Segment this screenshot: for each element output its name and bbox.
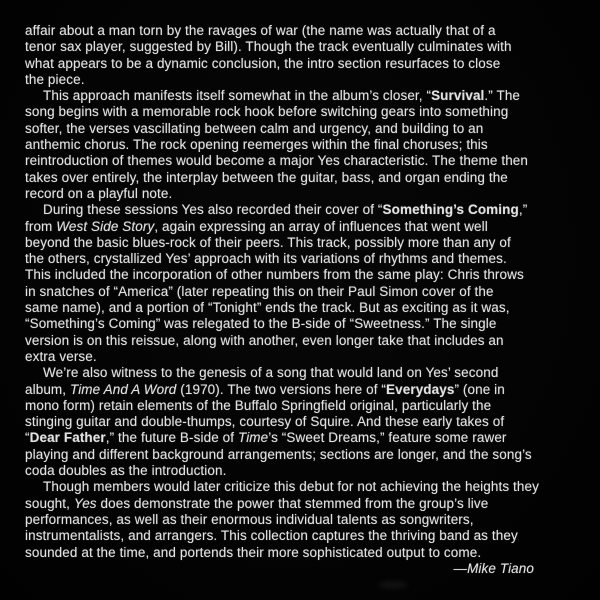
body-text: album, — [25, 381, 70, 397]
text-line — [25, 39, 534, 55]
text-line — [25, 153, 534, 169]
song-title-bold: Everydays — [386, 381, 455, 397]
body-text: ,” — [518, 202, 528, 218]
body-text: performances, as well as their enormous individual talents as songwriters, — [25, 511, 474, 527]
body-text: tenor sax player, suggested by Bill). Though the track eventually culminates with — [25, 39, 512, 55]
paragraph — [25, 365, 534, 479]
body-text: the piece. — [25, 71, 85, 87]
text-line — [25, 300, 534, 316]
text-line — [25, 104, 534, 120]
paragraph — [25, 88, 534, 202]
text-line — [25, 512, 534, 528]
body-text: reintroduction of themes would become a major Yes characteristic. The theme then — [25, 153, 529, 169]
text-line — [25, 316, 534, 332]
body-text: from — [25, 218, 57, 234]
work-title-italic: Yes — [73, 495, 97, 511]
text-line — [25, 447, 534, 463]
text-line — [25, 479, 539, 495]
text-line — [25, 235, 534, 251]
body-text: instrumentalists, and arrangers. This collection captures the thriving band as they — [25, 528, 518, 544]
body-text: record on a playful note. — [25, 185, 173, 201]
body-text: song begins with a memorable rock hook before switching gears into something — [25, 104, 509, 120]
song-title-bold: Something’s Coming — [382, 202, 519, 218]
body-text: softer, the verses vascillating between calm and urgency, and building to an — [25, 120, 484, 136]
paragraph — [25, 23, 534, 88]
body-text: During these sessions Yes also recorded their cover of “ — [43, 202, 383, 218]
text-line — [25, 333, 534, 349]
body-text: in snatches of “America” (later repeating this on their Paul Simon cover of the — [25, 283, 494, 299]
body-text: , again expressing an array of influences that went well — [154, 218, 488, 234]
body-text: playing and different background arrangements; sections are longer, and the song’s — [25, 446, 532, 462]
body-text: the others, crystallized Yes’ approach with its variations of rhythms and themes. — [25, 251, 507, 267]
body-text: This included the incorporation of other numbers from the same play: Chris throws — [25, 267, 524, 283]
text-line — [25, 88, 534, 104]
body-text: what appears to be a dynamic conclusion, the intro section resurfaces to close — [25, 55, 501, 71]
body-text: ” (one in — [454, 381, 505, 397]
liner-notes-text — [25, 23, 539, 577]
body-text: affair about a man torn by the ravages of war (the name was actually that of a — [25, 23, 496, 38]
body-text: .” The — [484, 88, 521, 104]
text-line — [25, 137, 534, 153]
body-text: (1970). The two versions here of “ — [176, 381, 387, 397]
text-line — [25, 349, 534, 365]
text-line — [25, 284, 534, 300]
body-text: takes over entirely, the interplay between the guitar, bass, and organ ending the — [25, 169, 508, 185]
text-line — [25, 251, 534, 267]
text-line — [25, 365, 534, 381]
body-text: version is on this reissue, along with another, even longer take that includes an — [25, 332, 504, 348]
body-text: Though members would later criticize this debut for not achieving the heights they — [43, 479, 539, 495]
body-text: mono form) retain elements of the Buffalo Springfield original, particularly the — [25, 397, 492, 413]
scan-smudge — [378, 582, 408, 588]
paragraph — [25, 202, 534, 365]
song-title-bold: Survival — [431, 88, 485, 104]
work-title-italic: Time And A Word — [69, 381, 177, 397]
body-text: anthemic chorus. The rock opening reemerges within the final choruses; this — [25, 137, 488, 153]
body-text: coda doubles as the introduction. — [25, 463, 227, 479]
text-line — [25, 496, 534, 512]
body-text: same name), and a portion of “Tonight” ends the track. But as exciting as it was, — [25, 300, 510, 316]
text-line — [25, 414, 534, 430]
song-title-bold: Dear Father — [29, 430, 106, 446]
body-text: beyond the basic blues-rock of their peers. This track, possibly more than any of — [25, 234, 511, 250]
text-line — [25, 545, 534, 561]
body-text: This approach manifests itself somewhat in the album’s closer, “ — [43, 88, 432, 104]
body-text: extra verse. — [25, 348, 97, 364]
text-line — [25, 219, 534, 235]
body-text: sounded at the time, and portends their more sophisticated output to come. — [25, 544, 482, 560]
body-text: “ — [25, 430, 30, 446]
body-text: sought, — [25, 495, 74, 511]
text-line — [25, 202, 534, 218]
body-text: stinging guitar and double-thumps, courtesy of Squire. And these early takes of — [25, 414, 505, 430]
text-line — [25, 267, 534, 283]
text-line — [25, 382, 534, 398]
text-line — [25, 121, 534, 137]
text-line — [25, 528, 534, 544]
text-line — [25, 56, 534, 72]
text-line — [25, 430, 534, 446]
text-line — [25, 186, 534, 202]
body-text: ,” the future B-side of — [105, 430, 238, 446]
body-text: ’s “Sweet Dreams,” feature some rawer — [268, 430, 507, 446]
body-text: We’re also witness to the genesis of a song that would land on Yes’ second — [43, 365, 499, 381]
text-line — [25, 170, 534, 186]
body-text: does demonstrate the power that stemmed from the group’s live — [96, 495, 489, 511]
text-line — [25, 463, 534, 479]
paragraph — [25, 479, 539, 560]
author-signature: —Mike Tiano — [453, 560, 534, 576]
work-title-italic: Time — [237, 430, 269, 446]
work-title-italic: West Side Story — [56, 218, 155, 234]
text-line — [25, 72, 534, 88]
body-text: “Something’s Coming” was relegated to the B-side of “Sweetness.” The single — [25, 316, 497, 332]
text-line — [25, 23, 534, 39]
text-line — [25, 398, 534, 414]
